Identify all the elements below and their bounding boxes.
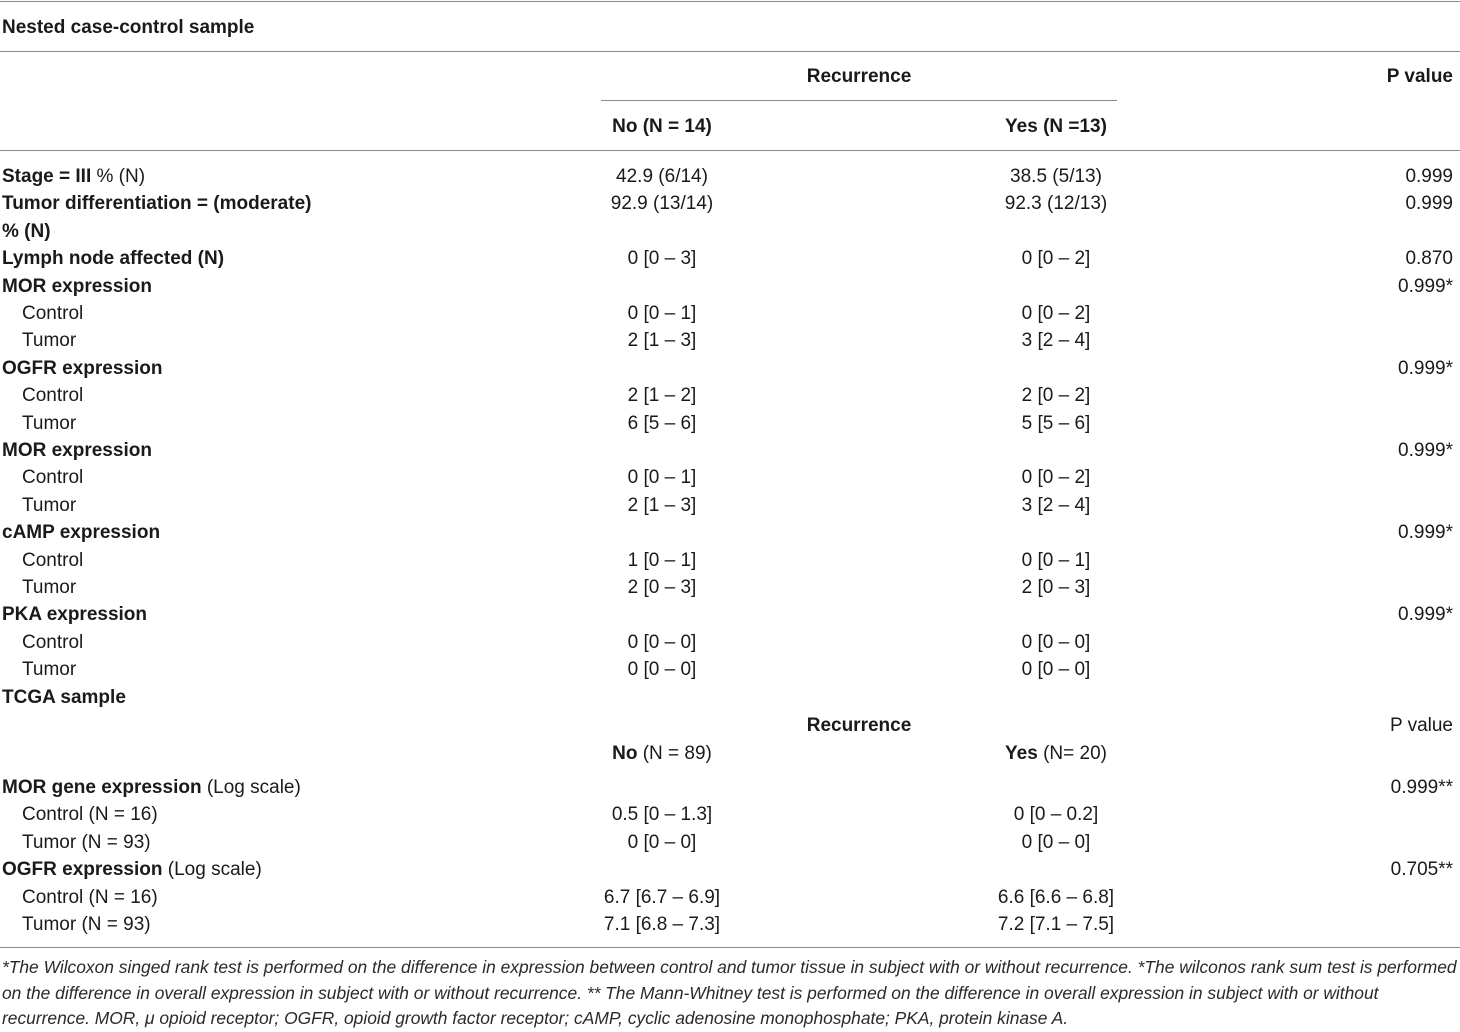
row-sublabel: Tumor (22, 330, 77, 352)
column-yes: Yes (N =13) (1005, 116, 1107, 137)
row-sublabel: Tumor (22, 659, 77, 681)
cell-no: 0 [0 – 0] (627, 831, 697, 853)
cell-yes: 0 [0 – 0] (1021, 631, 1091, 653)
cell-yes: 3 [2 – 4] (1021, 330, 1091, 352)
row-sublabel: Tumor (22, 494, 77, 516)
row-label: Stage = III % (N) (2, 166, 146, 187)
cell-no: 0 [0 – 1] (627, 303, 697, 324)
recurrence-underline (601, 100, 1117, 101)
recurrence-header: Recurrence (806, 66, 912, 87)
header-rule (0, 150, 1460, 151)
cell-no: 42.9 (6/14) (616, 166, 708, 187)
row-sublabel: Tumor (22, 412, 77, 434)
cell-no: 2 [1 – 2] (627, 385, 697, 407)
row-sublabel: Tumor (N = 93) (22, 914, 151, 935)
bottom-rule (0, 947, 1460, 948)
row-label: Tumor differentiation = (moderate) (2, 193, 312, 215)
cell-no: 2 [1 – 3] (627, 330, 697, 352)
cell-pvalue: 0.999 (1405, 193, 1453, 215)
pvalue-header: P value (1386, 66, 1453, 87)
pvalue-header: P value (1389, 715, 1453, 736)
cell-yes: 6.6 [6.6 – 6.8] (997, 886, 1115, 908)
cell-no: 0 [0 – 3] (627, 248, 697, 270)
row-sublabel: Tumor (N = 93) (22, 831, 151, 853)
row-label: Lymph node affected (N) (2, 248, 225, 270)
row-label: OGFR expression (Log scale) (2, 859, 262, 881)
cell-yes: 3 [2 – 4] (1021, 494, 1091, 516)
cell-pvalue: 0.999* (1398, 604, 1453, 626)
cell-no: 7.1 [6.8 – 7.3] (603, 914, 721, 935)
cell-yes: 92.3 (12/13) (1004, 193, 1108, 215)
column-no: No (N = 89) (612, 743, 712, 764)
cell-no: 6.7 [6.7 – 6.9] (603, 886, 721, 908)
row-label: MOR gene expression (Log scale) (2, 777, 301, 798)
column-no: No (N = 14) (612, 116, 712, 137)
cell-no: 0.5 [0 – 1.3] (611, 804, 713, 826)
row-sublabel: Control (22, 467, 84, 489)
cell-no: 0 [0 – 0] (627, 659, 697, 681)
cell-no: 2 [1 – 3] (627, 494, 697, 516)
cell-no: 0 [0 – 1] (627, 467, 697, 489)
cell-yes: 0 [0 – 0] (1021, 831, 1091, 853)
row-sublabel: Control (22, 631, 84, 653)
row-label: cAMP expression (2, 522, 161, 544)
cell-yes: 0 [0 – 0] (1021, 659, 1091, 681)
cell-yes: 2 [0 – 2] (1021, 385, 1091, 407)
row-label: PKA expression (2, 604, 148, 626)
cell-no: 1 [0 – 1] (627, 549, 697, 571)
cell-pvalue: 0.999* (1398, 440, 1453, 461)
row-sublabel: Control (22, 549, 84, 571)
row-label: OGFR expression (2, 357, 163, 379)
cell-pvalue: 0.705** (1390, 859, 1453, 881)
cell-pvalue: 0.870 (1405, 248, 1453, 270)
cell-pvalue: 0.999* (1398, 522, 1453, 544)
cell-yes: 0 [0 – 1] (1021, 549, 1091, 571)
section-title: TCGA sample (2, 687, 126, 708)
cell-pvalue: 0.999* (1398, 275, 1453, 297)
recurrence-header: Recurrence (806, 715, 912, 736)
table-footnote: *The Wilcoxon singed rank test is performed on the difference in expression between control and tumor tissue in subject with or without recurrence. *The wilconos rank sum test is performed on the difference in overall expression in subject with or without recurrence. ** The Mann-Whitney test is performed on the difference in overall expression in subject with or without recurrence. MOR, μ opioid receptor; OGFR, opioid growth factor receptor; cAMP, cyclic adenosine monophosphate; PKA, protein kinase A. (2, 957, 1457, 1028)
row-label: % (N) (2, 220, 51, 242)
top-rule (0, 1, 1460, 2)
cell-pvalue: 0.999* (1398, 357, 1453, 379)
cell-yes: 0 [0 – 0.2] (1013, 804, 1099, 826)
title-rule (0, 51, 1460, 52)
section-title: Nested case-control sample (2, 17, 255, 38)
cell-yes: 7.2 [7.1 – 7.5] (997, 914, 1115, 935)
cell-yes: 38.5 (5/13) (1010, 166, 1102, 187)
cell-no: 2 [0 – 3] (627, 577, 697, 598)
cell-no: 6 [5 – 6] (627, 412, 697, 434)
cell-yes: 2 [0 – 3] (1021, 577, 1091, 598)
cell-yes: 5 [5 – 6] (1021, 412, 1091, 434)
row-sublabel: Control (22, 303, 84, 324)
cell-no: 0 [0 – 0] (627, 631, 697, 653)
column-yes: Yes (N= 20) (1005, 743, 1107, 764)
row-label: MOR expression (2, 440, 152, 461)
cell-pvalue: 0.999 (1405, 166, 1453, 187)
cell-yes: 0 [0 – 2] (1021, 467, 1091, 489)
cell-yes: 0 [0 – 2] (1021, 248, 1091, 270)
row-sublabel: Control (N = 16) (22, 804, 158, 826)
cell-pvalue: 0.999** (1390, 777, 1453, 798)
row-sublabel: Tumor (22, 577, 77, 598)
cell-yes: 0 [0 – 2] (1021, 303, 1091, 324)
row-label: MOR expression (2, 275, 152, 297)
row-sublabel: Control (22, 385, 84, 407)
row-sublabel: Control (N = 16) (22, 886, 158, 908)
cell-no: 92.9 (13/14) (610, 193, 714, 215)
